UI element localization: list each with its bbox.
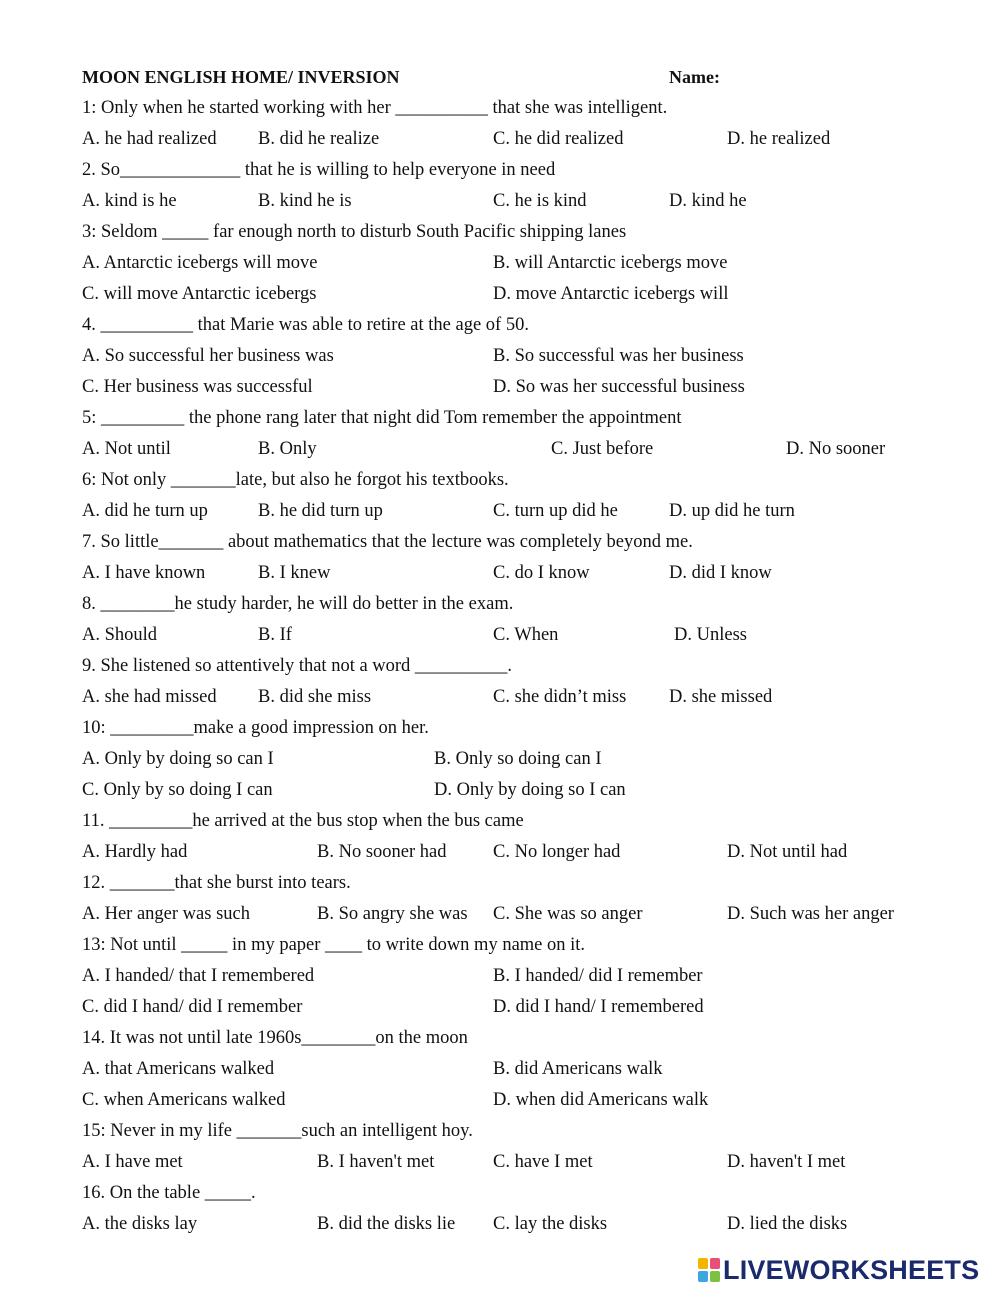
- option-c[interactable]: C. he did realized: [493, 129, 624, 149]
- logo-text: LIVEWORKSHEETS: [723, 1255, 980, 1285]
- question-5: [0, 404, 1000, 432]
- option-c[interactable]: C. he is kind: [493, 191, 587, 211]
- question-text: 11. _________he arrived at the bus stop when the bus came: [82, 811, 524, 831]
- option-d[interactable]: D. Unless: [674, 625, 747, 645]
- question-text: 5: _________ the phone rang later that night did Tom remember the appointment: [82, 408, 682, 428]
- question-7: [0, 528, 1000, 556]
- option-c[interactable]: C. will move Antarctic icebergs: [82, 284, 317, 304]
- options-row: [0, 621, 1000, 649]
- question-text: 12. _______that she burst into tears.: [82, 873, 351, 893]
- option-b[interactable]: B. If: [258, 625, 292, 645]
- option-a[interactable]: A. Antarctic icebergs will move: [82, 253, 318, 273]
- option-c[interactable]: C. she didn’t miss: [493, 687, 627, 707]
- option-c[interactable]: C. She was so anger: [493, 904, 643, 924]
- option-b[interactable]: B. No sooner had: [317, 842, 447, 862]
- question-text: 1: Only when he started working with her __________ that she was intelligent.: [82, 98, 668, 118]
- question-15: [0, 1117, 1000, 1145]
- question-text: 10: _________make a good impression on her.: [82, 718, 429, 738]
- option-a[interactable]: A. I have met: [82, 1152, 183, 1172]
- options-row: [0, 1055, 1000, 1083]
- option-c[interactable]: C. lay the disks: [493, 1214, 608, 1234]
- question-text: 16. On the table _____.: [82, 1183, 256, 1203]
- option-a[interactable]: A. kind is he: [82, 191, 177, 211]
- option-a[interactable]: A. I handed/ that I remembered: [82, 966, 315, 986]
- option-a[interactable]: A. he had realized: [82, 129, 217, 149]
- option-d[interactable]: D. move Antarctic icebergs will: [493, 284, 729, 304]
- option-d[interactable]: D. Only by doing so I can: [434, 780, 626, 800]
- option-a[interactable]: A. the disks lay: [82, 1214, 198, 1234]
- option-b[interactable]: B. I handed/ did I remember: [493, 966, 703, 986]
- options-row: [0, 1086, 1000, 1114]
- option-b[interactable]: B. did he realize: [258, 129, 380, 149]
- option-b[interactable]: B. he did turn up: [258, 501, 383, 521]
- option-d[interactable]: D. So was her successful business: [493, 377, 745, 397]
- option-c[interactable]: C. Just before: [551, 439, 654, 459]
- option-b[interactable]: B. I knew: [258, 563, 331, 583]
- question-14: [0, 1024, 1000, 1052]
- options-row: [0, 745, 1000, 773]
- option-b[interactable]: B. So angry she was: [317, 904, 468, 924]
- option-a[interactable]: A. that Americans walked: [82, 1059, 275, 1079]
- option-b[interactable]: B. I haven't met: [317, 1152, 435, 1172]
- options-row: [0, 497, 1000, 525]
- option-b[interactable]: B. will Antarctic icebergs move: [493, 253, 728, 273]
- option-c[interactable]: C. Only by so doing I can: [82, 780, 273, 800]
- question-text: 15: Never in my life _______such an intelligent hoy.: [82, 1121, 473, 1141]
- option-a[interactable]: A. Not until: [82, 439, 171, 459]
- option-c[interactable]: C. No longer had: [493, 842, 621, 862]
- option-d[interactable]: D. did I know: [669, 563, 772, 583]
- options-row: [0, 1148, 1000, 1176]
- logo-block: [710, 1258, 720, 1269]
- option-d[interactable]: D. did I hand/ I remembered: [493, 997, 704, 1017]
- logo-block: [698, 1258, 708, 1269]
- option-d[interactable]: D. No sooner: [786, 439, 886, 459]
- option-d[interactable]: D. she missed: [669, 687, 773, 707]
- question-11: [0, 807, 1000, 835]
- question-4: [0, 311, 1000, 339]
- question-text: 3: Seldom _____ far enough north to disturb South Pacific shipping lanes: [82, 222, 627, 242]
- options-row: [0, 435, 1000, 463]
- option-b[interactable]: B. Only so doing can I: [434, 749, 602, 769]
- question-text: 7. So little_______ about mathematics that the lecture was completely beyond me.: [82, 532, 693, 552]
- question-text: 14. It was not until late 1960s________on the moon: [82, 1028, 468, 1048]
- worksheet-header: [0, 63, 1000, 91]
- logo-block: [698, 1271, 708, 1282]
- options-row: [0, 776, 1000, 804]
- option-d[interactable]: D. he realized: [727, 129, 831, 149]
- options-row: [0, 993, 1000, 1021]
- option-c[interactable]: C. have I met: [493, 1152, 593, 1172]
- option-a[interactable]: A. she had missed: [82, 687, 217, 707]
- option-c[interactable]: C. When: [493, 625, 559, 645]
- option-a[interactable]: A. Hardly had: [82, 842, 188, 862]
- options-row: [0, 187, 1000, 215]
- question-13: [0, 931, 1000, 959]
- option-b[interactable]: B. kind he is: [258, 191, 352, 211]
- question-3: [0, 218, 1000, 246]
- option-a[interactable]: A. Should: [82, 625, 158, 645]
- options-row: [0, 373, 1000, 401]
- name-label: Name:: [669, 67, 720, 87]
- option-b[interactable]: B. Only: [258, 439, 317, 459]
- options-row: [0, 962, 1000, 990]
- option-c[interactable]: C. Her business was successful: [82, 377, 313, 397]
- liveworksheets-logo[interactable]: [698, 1255, 979, 1285]
- options-row: [0, 838, 1000, 866]
- options-row: [0, 900, 1000, 928]
- options-row: [0, 280, 1000, 308]
- option-b[interactable]: B. did the disks lie: [317, 1214, 456, 1234]
- question-text: 2. So_____________ that he is willing to help everyone in need: [82, 160, 556, 180]
- option-d[interactable]: D. kind he: [669, 191, 747, 211]
- option-a[interactable]: A. I have known: [82, 563, 206, 583]
- option-a[interactable]: A. did he turn up: [82, 501, 208, 521]
- question-9: [0, 652, 1000, 680]
- question-2: [0, 156, 1000, 184]
- option-c[interactable]: C. turn up did he: [493, 501, 618, 521]
- option-c[interactable]: C. when Americans walked: [82, 1090, 286, 1110]
- option-d[interactable]: D. up did he turn: [669, 501, 795, 521]
- options-row: [0, 683, 1000, 711]
- option-d[interactable]: D. Such was her anger: [727, 904, 894, 924]
- option-d[interactable]: D. lied the disks: [727, 1214, 848, 1234]
- option-d[interactable]: D. haven't I met: [727, 1152, 846, 1172]
- option-a[interactable]: A. Her anger was such: [82, 904, 250, 924]
- options-row: [0, 559, 1000, 587]
- question-8: [0, 590, 1000, 618]
- option-c[interactable]: C. did I hand/ did I remember: [82, 997, 303, 1017]
- option-b[interactable]: B. did she miss: [258, 687, 372, 707]
- logo-blocks-icon: [698, 1258, 720, 1282]
- option-b[interactable]: B. did Americans walk: [493, 1059, 663, 1079]
- logo-block: [710, 1271, 720, 1282]
- option-d[interactable]: D. when did Americans walk: [493, 1090, 709, 1110]
- worksheet-title: MOON ENGLISH HOME/ INVERSION: [82, 67, 400, 87]
- question-text: 13: Not until _____ in my paper ____ to write down my name on it.: [82, 935, 586, 955]
- option-c[interactable]: C. do I know: [493, 563, 590, 583]
- question-10: [0, 714, 1000, 742]
- question-12: [0, 869, 1000, 897]
- option-a[interactable]: A. Only by doing so can I: [82, 749, 274, 769]
- options-row: [0, 1210, 1000, 1238]
- options-row: [0, 125, 1000, 153]
- question-text: 4. __________ that Marie was able to retire at the age of 50.: [82, 315, 529, 335]
- option-a[interactable]: A. So successful her business was: [82, 346, 334, 366]
- option-b[interactable]: B. So successful was her business: [493, 346, 744, 366]
- question-6: [0, 466, 1000, 494]
- question-text: 8. ________he study harder, he will do better in the exam.: [82, 594, 514, 614]
- question-16: [0, 1179, 1000, 1207]
- options-row: [0, 249, 1000, 277]
- option-d[interactable]: D. Not until had: [727, 842, 848, 862]
- question-1: [0, 94, 1000, 122]
- question-text: 9. She listened so attentively that not a word __________.: [82, 656, 513, 676]
- options-row: [0, 342, 1000, 370]
- question-text: 6: Not only _______late, but also he forgot his textbooks.: [82, 470, 509, 490]
